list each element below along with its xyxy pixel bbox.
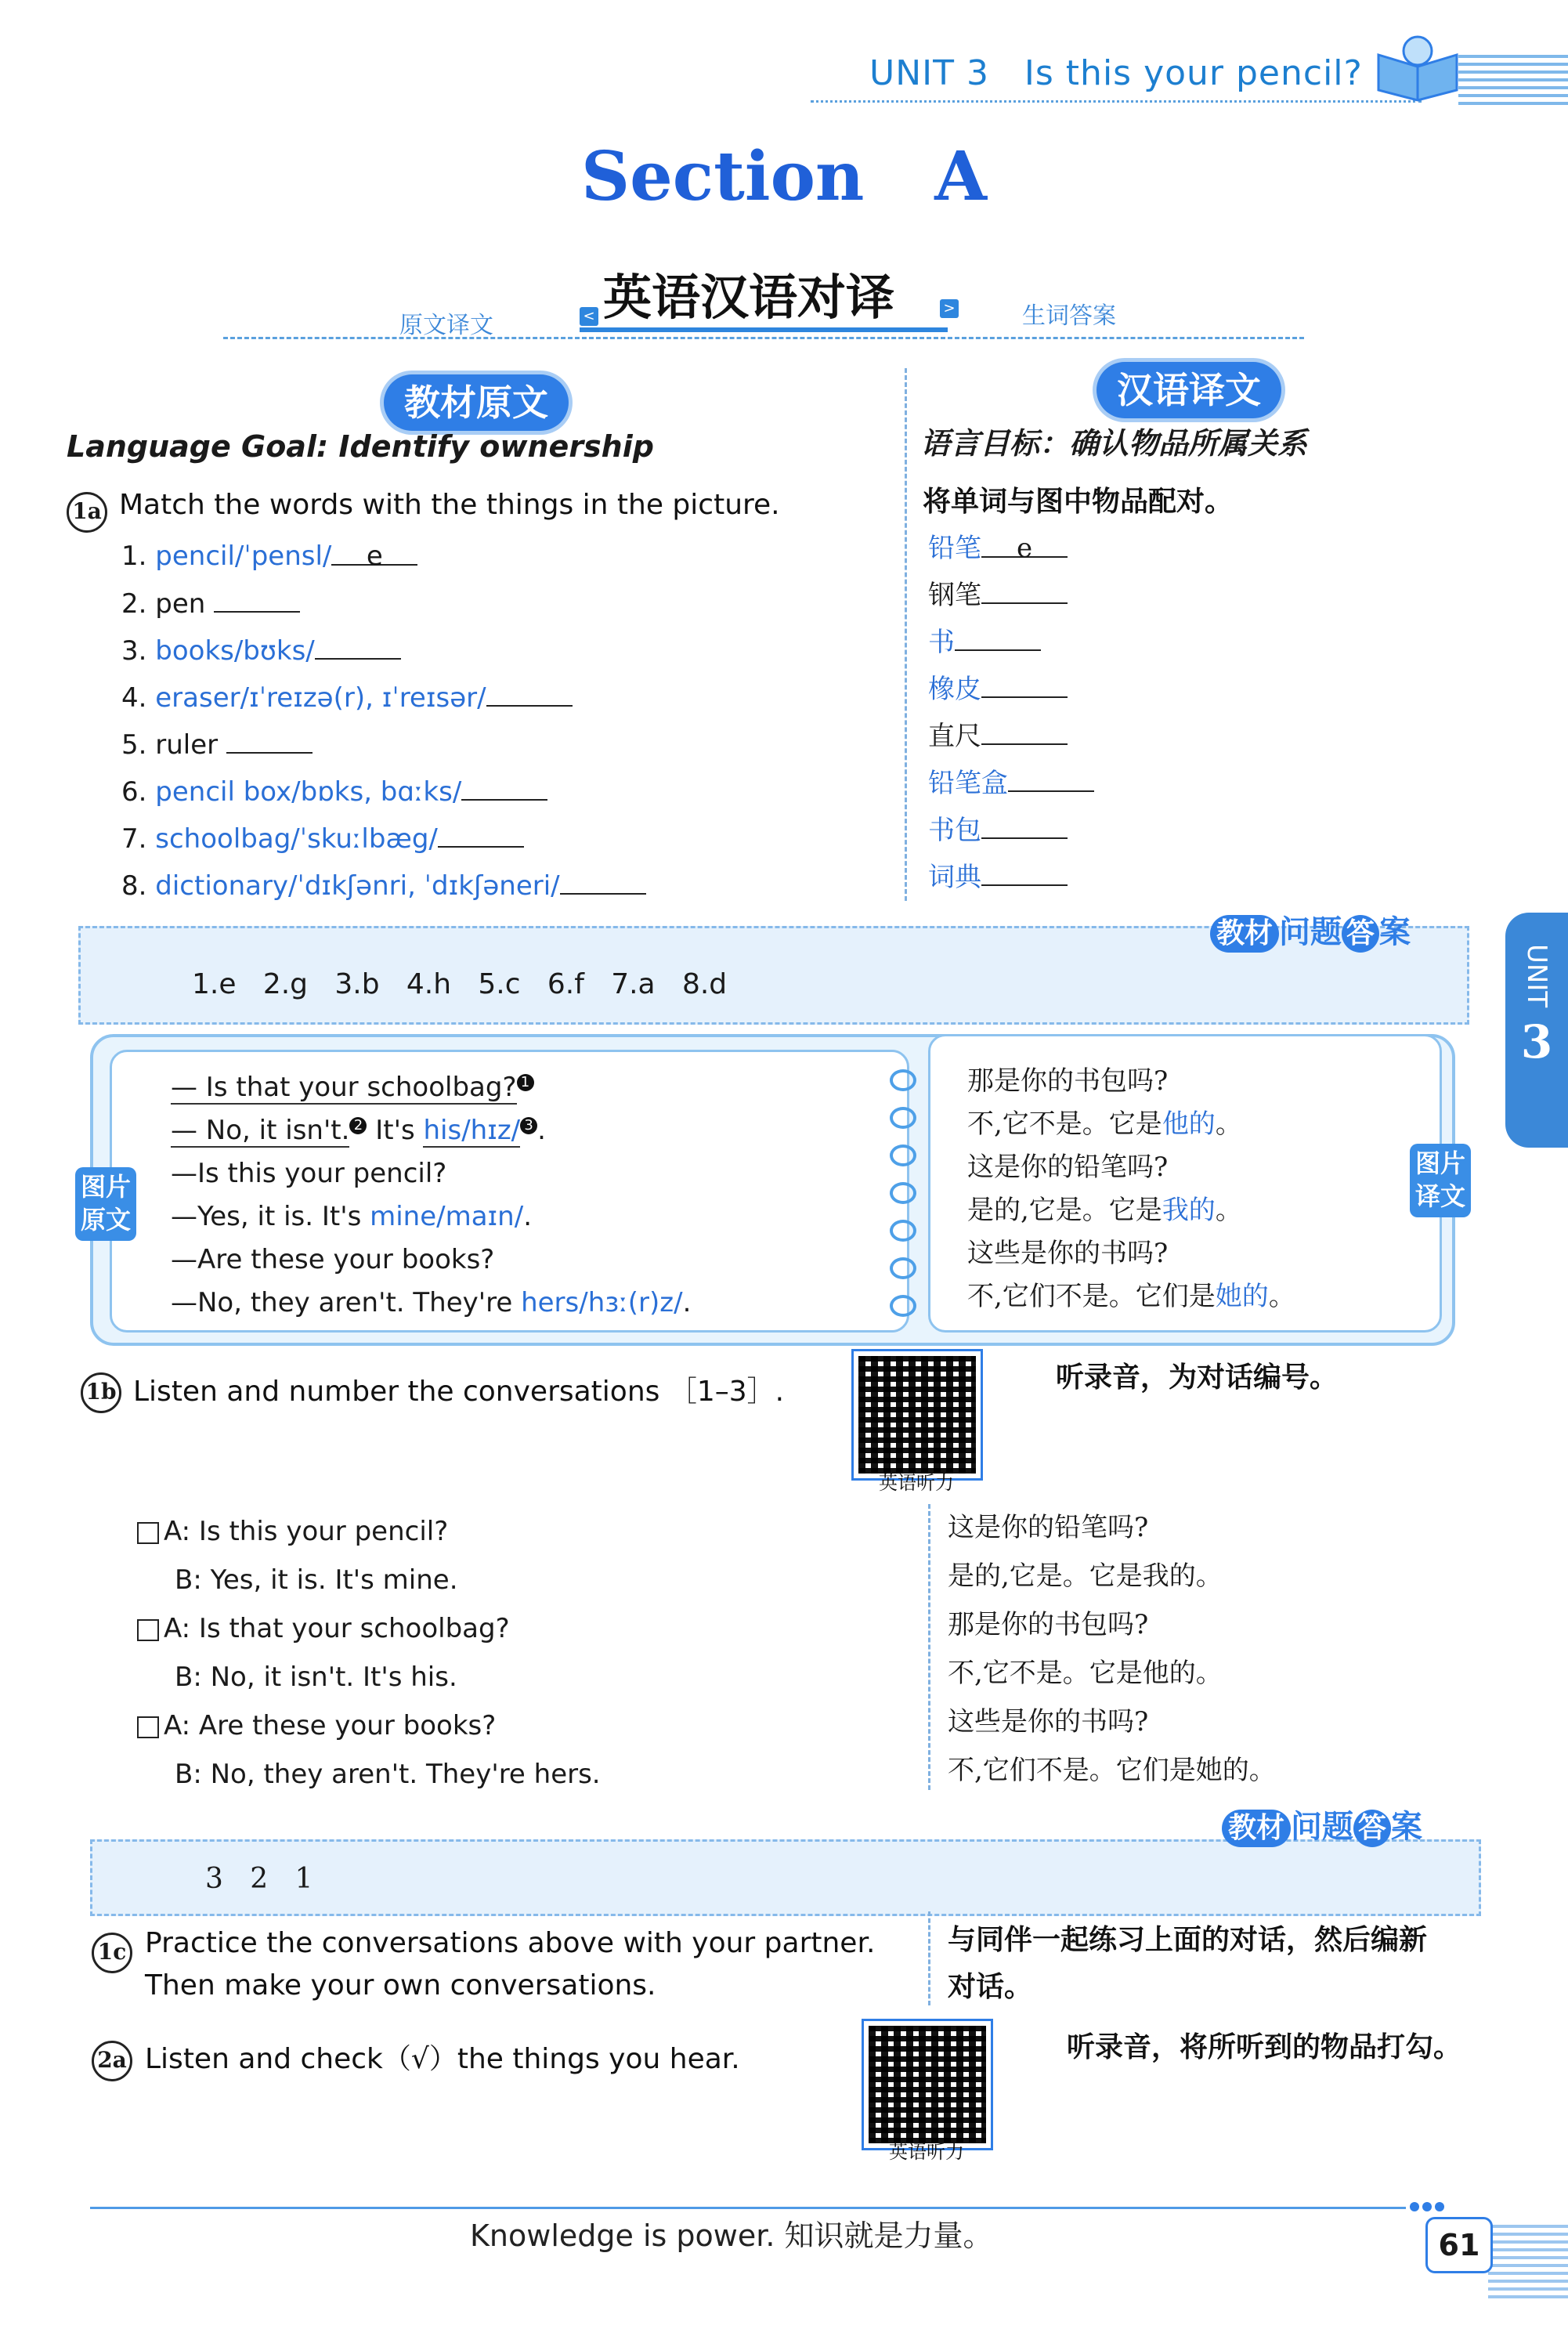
tag-picture-translation: 图片译文 [1410,1144,1471,1217]
unit-subtitle: Is this your pencil? [1024,53,1363,93]
answer-blank[interactable] [560,870,646,895]
column-divider-1c [928,1911,930,2005]
footer-dots [1410,2200,1444,2215]
answer-blank[interactable] [981,673,1068,698]
goal-zh: 语言目标：确认物品所属关系 [920,426,1308,461]
answer-blank[interactable] [461,776,547,801]
task1c-zh1: 与同伴一起练习上面的对话，然后编新 [948,1924,1428,1956]
answer-blank[interactable] [214,588,300,613]
answer-blank[interactable] [315,635,401,660]
word-item-zh: 铅笔 e [928,526,1094,573]
answer-blank[interactable] [1008,767,1094,792]
footer-stripes [1488,2225,1568,2303]
checkbox[interactable] [137,1716,159,1738]
dialogue-line: — Is that your schoolbag? 1 [171,1072,691,1115]
header-stripes [1458,55,1568,110]
footer-line [90,2207,1406,2209]
book-icon [1371,31,1465,102]
page-number: 61 [1425,2217,1493,2273]
word-item: 4. eraser/ɪˈreɪzə(r), ɪˈreɪsər/ [121,682,646,729]
task1c-zh2: 对话。 [948,1971,1033,2003]
task1a-instruction: Match the words with the things in the picture. [119,489,780,521]
binder-rings [890,1069,916,1317]
task2a-instruction-zh: 听录音，将所听到的物品打勾。 [1067,2031,1462,2063]
goal-en: Language Goal: Identify ownership [67,429,654,464]
badge-original: 教材原文 [384,374,569,431]
answer-blank[interactable] [226,729,313,754]
unit-label: UNIT 3 [869,53,989,93]
conversation-line: A: Is this your pencil? [137,1516,601,1564]
dialogue-line-zh: 这些是你的书吗? [967,1238,1169,1269]
answer-blank[interactable] [955,626,1041,651]
word-list-zh [928,526,1094,902]
conversation-line: B: No, it isn't. It's his. [175,1662,457,1693]
conversation-line-zh: 这些是你的书吗? [948,1706,1149,1738]
footer-motto: Knowledge is power. 知识就是力量。 [470,2218,993,2253]
picture-lines-zh [967,1059,1295,1318]
dialogue-line-zh: 是的,它是。它是我的。 [967,1195,1242,1226]
dialogue-line-zh: 不,它们不是。它们是她的。 [967,1281,1295,1312]
task1b-instruction-zh: 听录音，为对话编号。 [1056,1361,1339,1394]
answer-tag: 教材 问题 答 案 [1210,907,1411,953]
checkbox[interactable] [137,1619,159,1641]
word-item-zh: 书 [928,620,1094,667]
task1b-instruction: Listen and number the conversations ［1–3］. [133,1376,785,1408]
answer-blank[interactable] [981,861,1068,886]
word-item: 7. schoolbag/ˈskuːlbæg/ [121,823,646,870]
header-divider [811,100,1422,103]
column-divider-1b [928,1504,930,1790]
word-item-zh: 书包 [928,808,1094,855]
unit-header [869,53,1363,93]
conversation-line: A: Are these your books? [137,1710,601,1759]
conversation-line: B: No, they aren't. They're hers. [175,1759,601,1790]
conversation-line: B: Yes, it is. It's mine. [175,1564,458,1596]
word-item-zh: 钢笔 [928,573,1094,620]
conversation-line: A: Is that your schoolbag? [137,1613,601,1662]
answer-tag-1b: 教材 问题 答 案 [1222,1802,1422,1847]
dialogue-line: — No, it isn't. 2 It's his/hɪz/ 3 . [171,1115,546,1146]
unit-side-tab[interactable] [1505,913,1568,1148]
answer-blank[interactable] [438,823,524,848]
dialogue-line-zh: 那是你的书包吗? [967,1065,1169,1097]
word-item-zh: 橡皮 [928,667,1094,714]
side-tab-unit: UNIT [1521,944,1552,1008]
side-tab-number: 3 [1520,1015,1553,1069]
column-divider [905,368,907,901]
section-title: Section A [580,137,987,216]
title-left-label: 原文译文 [399,312,493,339]
conversation-line-zh: 这是你的铅笔吗? [948,1512,1149,1543]
word-list [121,541,646,917]
task-number-2a: 2a [92,2041,132,2081]
task-number-1b: 1b [81,1372,121,1413]
word-item-zh: 词典 [928,855,1094,902]
qr-label: 英语听力 [889,2141,964,2163]
word-item: 8. dictionary/ˈdɪkʃənri, ˈdɪkʃəneri/ [121,870,646,917]
conversation-line-zh: 不,它不是。它是他的。 [948,1658,1223,1689]
title-dashed-line [223,337,1304,339]
dialogue-line: —No, they aren't. They're hers/hɜː(r)z/. [171,1287,692,1318]
qr-label: 英语听力 [879,1472,954,1494]
answers-1b: 3 2 1 [205,1863,313,1895]
qr-code-icon[interactable] [864,2021,991,2148]
word-item: 5. ruler [121,729,646,776]
task1a-instruction-zh: 将单词与图中物品配对。 [923,486,1234,518]
answer-blank[interactable] [486,682,573,707]
task1c-line2: Then make your own conversations. [145,1969,656,2002]
answer-blank[interactable] [981,579,1068,604]
conversation-list-zh [948,1506,1276,1797]
answer-blank[interactable]: e [331,541,417,566]
tag-picture-original: 图片原文 [75,1167,136,1241]
title-bar-heading: 英语汉语对译 [603,269,895,326]
answer-blank[interactable] [981,720,1068,745]
word-item: 3. books/bʊks/ [121,635,646,682]
badge-translation: 汉语译文 [1097,362,1281,418]
task-number-1c: 1c [92,1933,132,1973]
conversation-list [137,1516,601,1807]
word-item-zh: 铅笔盒 [928,761,1094,808]
word-item-zh: 直尺 [928,714,1094,761]
dialogue-line: —Is this your pencil? [171,1158,447,1189]
dialogue-line: —Are these your books? [171,1244,495,1275]
word-item: 1. pencil/ˈpensl/ e [121,541,646,588]
left-arrow-icon[interactable]: < [580,307,598,326]
qr-code-icon[interactable] [854,1351,981,1478]
task1c-line1: Practice the conversations above with your partner. [145,1927,876,1959]
title-right-label: 生词答案 [1022,302,1116,330]
picture-lines-en [171,1072,691,1330]
dialogue-line-zh: 不,它不是。它是他的。 [967,1108,1242,1140]
answer-blank[interactable]: e [981,533,1068,558]
task-number-1a: 1a [67,492,107,533]
right-arrow-icon[interactable]: > [940,299,959,318]
word-item: 6. pencil box/bɒks, bɑːks/ [121,776,646,823]
word-item: 2. pen [121,588,646,635]
dialogue-line-zh: 这是你的铅笔吗? [967,1152,1169,1183]
conversation-line-zh: 那是你的书包吗? [948,1609,1149,1640]
task2a-instruction: Listen and check（√）the things you hear. [145,2043,740,2075]
conversation-line-zh: 不,它们不是。它们是她的。 [948,1755,1276,1786]
conversation-line-zh: 是的,它是。它是我的。 [948,1560,1223,1592]
answers-1a: 1.e 2.g 3.b 4.h 5.c 6.f 7.a 8.d [192,968,728,1000]
checkbox[interactable] [137,1522,159,1544]
dialogue-line: —Yes, it is. It's mine/maɪn/. [171,1201,532,1232]
answer-blank[interactable] [981,814,1068,839]
